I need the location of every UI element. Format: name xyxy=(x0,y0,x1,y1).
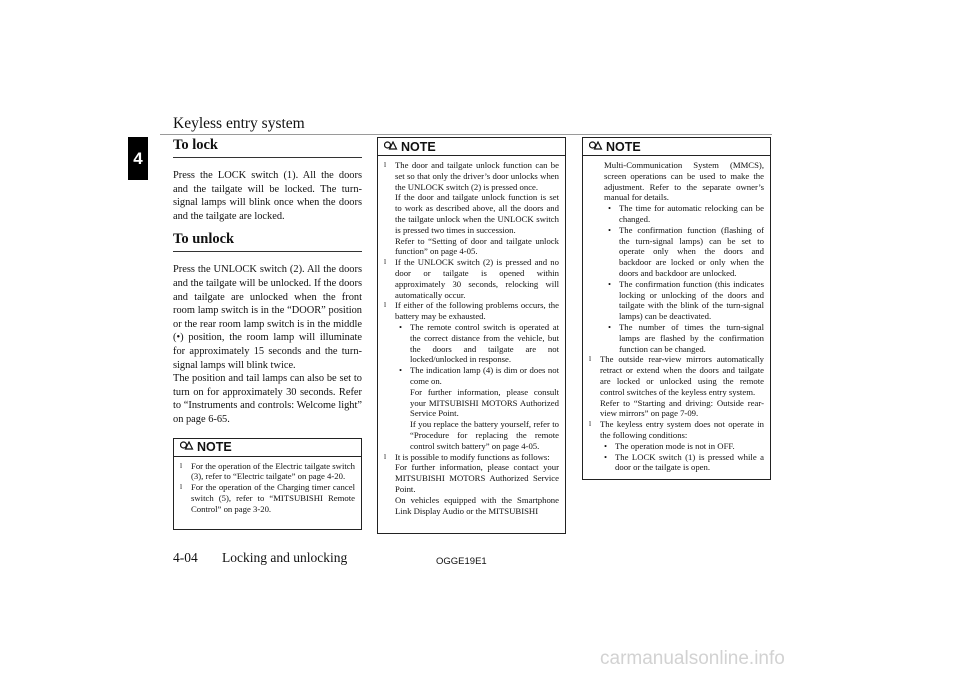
note-item-text: The door and tailgate unlock function can be set so that only the driver’s door unlocks when the UNLOCK switch (2) is pressed once. xyxy=(395,160,559,192)
note-label: NOTE xyxy=(197,440,232,454)
left-column xyxy=(173,137,362,530)
continuation-text: Multi-Communication System (MMCS), screen operations can be used to make the adjustment. Refer to the separate owner’s manual for details. xyxy=(604,160,764,203)
note-item-text: If either of the following problems occurs, the battery may be exhausted. xyxy=(395,300,559,322)
sub-item-text: The confirmation function (this indicates locking or unlocking of the doors and tailgate with the blink of the turn-signal lamps) can be deactivated. xyxy=(619,278,764,322)
bullet-icon: l xyxy=(384,160,387,169)
sub-item-text: The number of times the turn-signal lamps are flashed by the confirmation function can be changed. xyxy=(619,321,764,354)
note-item-text: Refer to “Setting of door and tailgate unlock function” on page 4-05. xyxy=(395,235,559,257)
dot-bullet: • xyxy=(399,365,403,376)
sub-item-text: The operation mode is not in OFF. xyxy=(615,440,735,451)
note-header xyxy=(378,138,565,156)
bullet-icon: l xyxy=(384,300,387,310)
chapter-tab: 4 xyxy=(128,137,148,180)
watermark-text: carmanualsonline.info xyxy=(600,648,785,669)
sub-item-text: The confirmation function (flashing of the turn-signal lamps) can be set to operate only when the doors and backdoor are locked or only when the doors and backdoor are unlocked. xyxy=(619,224,764,278)
note-header xyxy=(583,138,770,156)
note-item-text: For the operation of the Electric tailgate switch (3), refer to “Electric tailgate” on page 4-20. xyxy=(191,460,355,482)
note-item xyxy=(384,160,559,257)
header-rule xyxy=(160,134,772,135)
sub-item xyxy=(395,365,559,451)
sub-item xyxy=(600,441,764,452)
bullet-icon: l xyxy=(384,451,387,461)
note-item xyxy=(384,300,559,451)
note-item-text: On vehicles equipped with the Smartphone Link Display Audio or the MITSUBISHI xyxy=(395,494,559,516)
to-unlock-text: Press the UNLOCK switch (2). All the doors and the tailgate will be unlocked. If the doors and tailgate are unlocked when the front room lamp switch is in the “DOOR” position or the rear room lamp switch is in the middle (•) position, the room lamp will illuminate for approximately 15 seconds and the turn-signal lamps will blink twice. xyxy=(173,264,362,371)
note-item-text: If the door and tailgate unlock function is set to work as described above, all the doors and the tailgate unlock when the UNLOCK switch is pressed two times in succession. xyxy=(395,192,559,235)
footer-doc-code: OGGE19E1 xyxy=(436,556,487,567)
bullet-icon: l xyxy=(180,482,183,492)
sub-item-text: The indication lamp (4) is dim or does not come on. xyxy=(410,365,559,386)
dot-bullet: • xyxy=(399,321,403,332)
bullet-icon: l xyxy=(384,257,387,267)
bullet-icon: l xyxy=(589,354,592,364)
to-unlock-text-2: The position and tail lamps can also be set to turn on for approximately 30 seconds. Refer to “Instruments and controls: Welcome light” on page 6-65. xyxy=(173,373,362,425)
note-label: NOTE xyxy=(606,139,641,154)
sub-item xyxy=(604,203,764,225)
dot-bullet: • xyxy=(608,203,612,214)
footer-section-title: Locking and unlocking xyxy=(222,550,348,565)
note-icon xyxy=(384,141,398,153)
dot-bullet: • xyxy=(604,451,608,462)
note-item xyxy=(180,461,355,483)
note-item-text: The outside rear-view mirrors automatically retract or extend when the doors and tailgate are locked or unlocked using the remote control switches of the keyless entry system. xyxy=(600,354,764,397)
note-item xyxy=(384,452,559,517)
note-item-text: For the operation of the Charging timer cancel switch (5), refer to “MITSUBISHI Remote Control” on page 3-20. xyxy=(191,482,355,514)
note-box-left xyxy=(173,438,362,530)
sub-item-text: For further information, please consult your MITSUBISHI MOTORS Authorized Service Point. xyxy=(410,386,559,419)
section-heading-to-unlock: To unlock xyxy=(173,231,362,252)
note-body xyxy=(174,457,361,515)
note-continuation xyxy=(589,160,764,354)
note-item-text: It is possible to modify functions as follows: xyxy=(395,451,550,462)
note-item-text: Refer to “Starting and driving: Outside rear-view mirrors” on page 7-09. xyxy=(600,397,764,419)
bullet-icon: l xyxy=(180,460,183,470)
note-item xyxy=(180,482,355,514)
sub-item-text: The remote control switch is operated at the correct distance from the vehicle, but the doors and tailgate are not locked/unlocked in response. xyxy=(410,321,559,365)
bullet-icon: l xyxy=(589,419,592,429)
note-item-text: For further information, please contact your MITSUBISHI MOTORS Authorized Service Point. xyxy=(395,462,559,494)
sub-item xyxy=(600,452,764,474)
running-header-title: Keyless entry system xyxy=(173,115,305,132)
footer-page-number: 4-04 xyxy=(173,550,198,565)
right-column xyxy=(582,137,771,480)
dot-bullet: • xyxy=(608,224,612,235)
dot-bullet: • xyxy=(604,440,608,451)
note-body xyxy=(583,156,770,473)
note-header xyxy=(174,439,361,457)
note-label: NOTE xyxy=(401,139,436,154)
note-icon xyxy=(180,441,194,453)
note-item-text: The keyless entry system does not operate in the following conditions: xyxy=(600,419,764,440)
sub-item xyxy=(604,279,764,322)
sub-item xyxy=(604,322,764,354)
note-item xyxy=(589,354,764,419)
note-box-middle xyxy=(377,137,566,534)
sub-item-text: The time for automatic relocking can be changed. xyxy=(619,203,764,224)
note-item-text: If the UNLOCK switch (2) is pressed and no door or tailgate is opened within approximately 30 seconds, relocking will automatically occur. xyxy=(395,257,559,300)
sub-item xyxy=(395,322,559,365)
dot-bullet: • xyxy=(608,278,612,289)
sub-item xyxy=(604,225,764,279)
note-box-right xyxy=(582,137,771,480)
sub-item-text: If you replace the battery yourself, refer to “Procedure for replacing the remote control switch battery” on page 4-05. xyxy=(410,419,559,451)
note-body xyxy=(378,156,565,516)
section-heading-to-lock: To lock xyxy=(173,137,362,158)
middle-column xyxy=(377,137,566,534)
dot-bullet: • xyxy=(608,321,612,332)
note-icon xyxy=(589,141,603,153)
sub-item-text: The LOCK switch (1) is pressed while a door or the tailgate is open. xyxy=(615,451,764,473)
note-item xyxy=(384,257,559,300)
note-item xyxy=(589,419,764,473)
to-lock-text: Press the LOCK switch (1). All the doors and the tailgate will be locked. The turn-signal lamps will blink once when the doors and the tailgate are locked. xyxy=(173,170,362,222)
